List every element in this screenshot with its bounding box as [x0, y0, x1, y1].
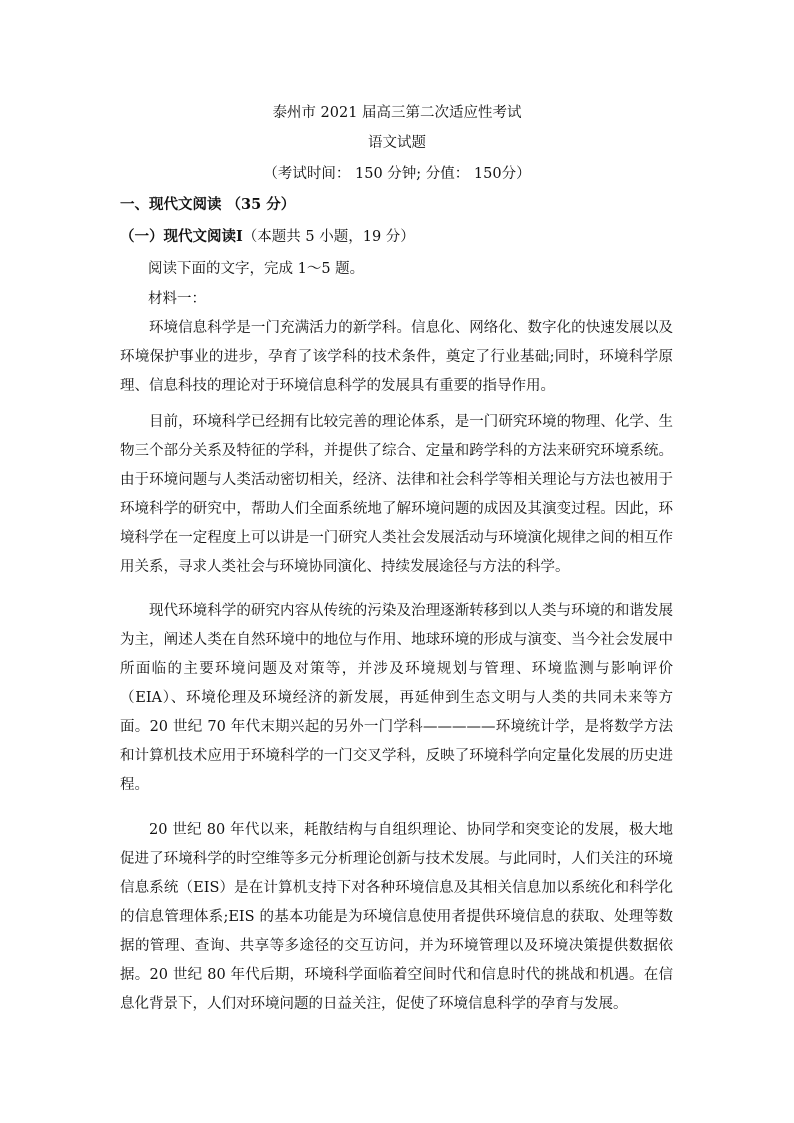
exam-info: （考试时间： 150 分钟; 分值： 150分）	[263, 166, 531, 182]
subsection-title: （一）现代文阅读Ⅰ	[120, 228, 243, 245]
exam-subject: 语文试题	[368, 135, 426, 151]
subsection-note: （本题共 5 小题，19 分）	[242, 229, 415, 245]
reading-instruction: 阅读下面的文字，完成 1～5 题。	[148, 261, 365, 277]
subsection-heading	[120, 227, 415, 247]
section-heading: 一、现代文阅读 （35 分）	[120, 196, 296, 213]
exam-title: 泰州市 2021 届高三第二次适应性考试	[272, 105, 522, 121]
paragraph-2: 目前，环境科学已经拥有比较完善的理论体系，是一门研究环境的物理、化学、生物三个部分关系及特征的学科，并提供了综合、定量和跨学科的方法来研究环境系统。由于环境问题与人类活动密切相关，经济、法律和社会科学等相关理论与方法也被用于环境科学的研究中，帮助人们全面系统地了解环境问题的成因及其演变过程。因此，环境科学在一定程度上可以讲是一门研究人类社会发展活动与环境演化规律之间的相互作用关系，寻求人类社会与环境协同演化、持续发展途径与方法的科学。	[120, 414, 673, 575]
paragraph-3: 现代环境科学的研究内容从传统的污染及治理逐渐转移到以人类与环境的和谐发展为主，阐述人类在自然环境中的地位与作用、地球环境的形成与演变、当今社会发展中所面临的主要环境问题及对策等，并涉及环境规划与管理、环境监测与影响评价（EIA）、环境伦理及环境经济的新发展，再延伸到生态文明与人类的共同未来等方面。20 世纪 70 年代末期兴起的另外一门学科—————环境统计学，是将数学方法和计算机技术应用于环境科学的一门交叉学科，反映了环境科学向定量化发展的历史进程。	[120, 603, 673, 793]
paragraph-1: 环境信息科学是一门充满活力的新学科。信息化、网络化、数字化的快速发展以及环境保护事业的进步，孕育了该学科的技术条件，奠定了行业基础;同时，环境科学原理、信息科技的理论对于环境信息科学的发展具有重要的指导作用。	[120, 320, 673, 394]
material-label: 材料一：	[148, 291, 206, 307]
paragraph-4: 20 世纪 80 年代以来，耗散结构与自组织理论、协同学和突变论的发展，极大地促进了环境科学的时空维等多元分析理论创新与技术发展。与此同时，人们关注的环境信息系统（EIS）是在计算机支持下对各种环境信息及其相关信息加以系统化和科学化的信息管理体系;EIS 的基本功能是为环境信息使用者提供环境信息的获取、处理等数据的管理、查询、共享等多途径的交互访问，并为环境管理以及环境决策提供数据依据。20 世纪 80 年代后期，环境科学面临着空间时代和信息时代的挑战和机遇。在信息化背景下，人们对环境问题的日益关注，促使了环境信息科学的孕育与发展。	[120, 822, 673, 1012]
